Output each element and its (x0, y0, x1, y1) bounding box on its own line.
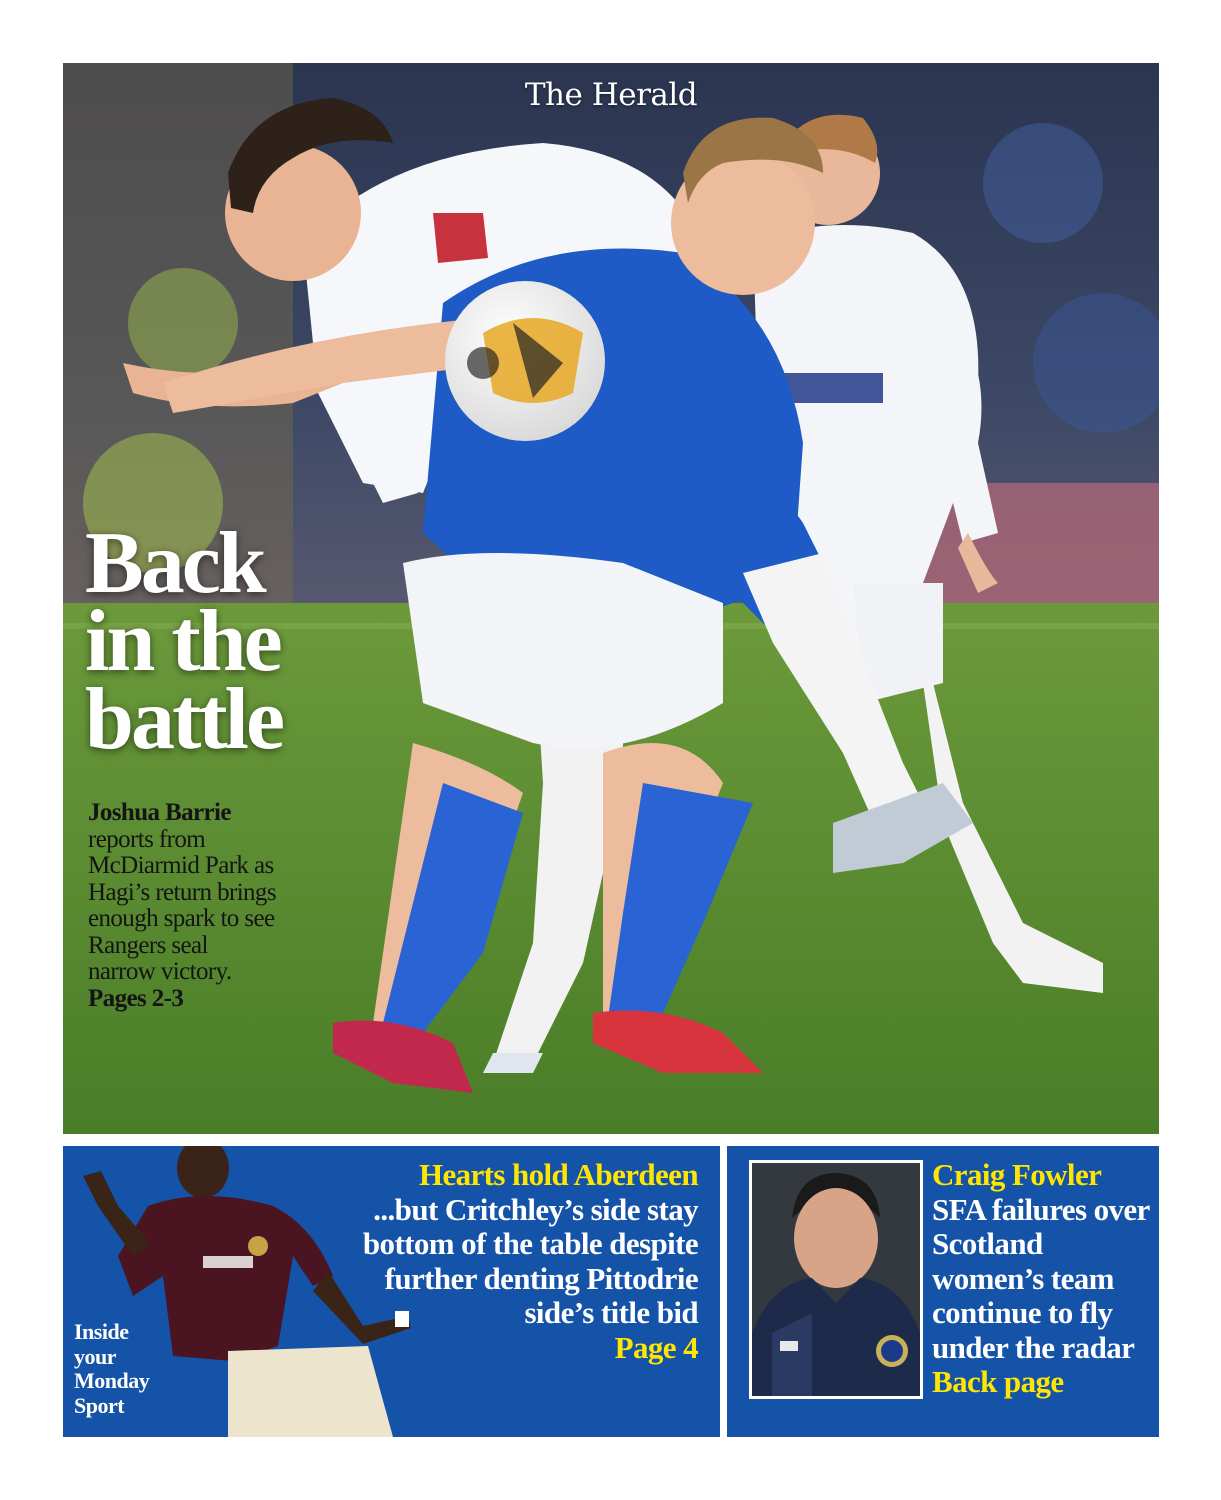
hearts-page-reference[interactable]: Page 4 (614, 1329, 698, 1365)
inside-label-line: Monday (74, 1368, 150, 1393)
standfirst-text: reports from McDiarmid Park as Hagi’s return brings enough spark to see Rangers seal narrow victory. (88, 825, 276, 985)
masthead-logo: The Herald (524, 77, 698, 113)
byline: Joshua Barrie (88, 799, 231, 826)
inside-label-line: Inside (74, 1319, 129, 1344)
page-reference[interactable]: Pages 2-3 (88, 984, 184, 1012)
back-page-reference[interactable]: Back page (932, 1364, 1064, 1399)
hero-photo (63, 63, 1159, 1134)
hearts-story-panel[interactable] (63, 1146, 720, 1437)
hearts-story-text (358, 1158, 698, 1365)
columnist-name: Craig Fowler (932, 1157, 1102, 1192)
headline-line: Back (85, 515, 264, 612)
panel-divider (720, 1146, 727, 1437)
inside-sport-label (74, 1320, 184, 1418)
manager-portrait (749, 1160, 923, 1399)
scotland-story-panel[interactable] (727, 1146, 1159, 1437)
manager-photo (752, 1163, 920, 1396)
hearts-body: ...but Critchley’s side stay bottom of the table despite further denting Pittodrie side’s title bid (362, 1191, 698, 1330)
scotland-story-text (932, 1158, 1157, 1400)
standfirst (88, 800, 278, 1012)
scotland-body: SFA failures over Scotland women’s team continue to fly under the radar (932, 1191, 1150, 1365)
main-headline (85, 515, 445, 768)
inside-label-line: Sport (74, 1392, 125, 1418)
inside-label-line: your (74, 1343, 116, 1369)
hearts-headline: Hearts hold Aberdeen (418, 1157, 698, 1192)
headline-line: in the (85, 593, 280, 690)
headline-line: battle (85, 671, 283, 768)
